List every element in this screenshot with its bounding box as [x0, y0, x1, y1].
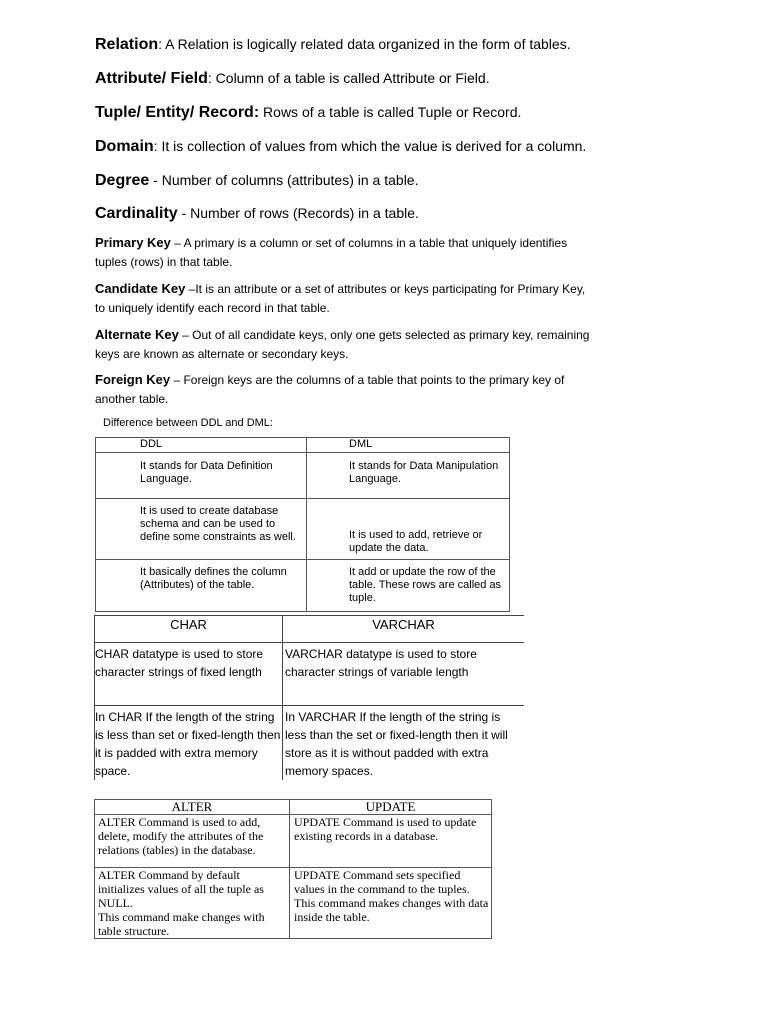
separator: - — [177, 205, 191, 221]
table-row — [95, 868, 492, 939]
separator: – — [170, 236, 184, 250]
alter-update-table — [94, 799, 492, 939]
definition-text: A Relation is logically related data organized in the form of tables. — [165, 36, 571, 52]
definition-domain — [95, 138, 586, 156]
definition-attribute — [95, 70, 490, 88]
definition-text: Number of columns (attributes) in a table. — [161, 172, 419, 188]
table-row — [96, 499, 510, 560]
table-cell: CHAR datatype is used to store character strings of fixed length — [95, 643, 283, 706]
separator: – — [178, 328, 193, 342]
table-header-row — [95, 616, 525, 643]
table-cell: It is used to create database schema and can be used to define some constraints as well. — [96, 499, 307, 560]
definition-text: It is collection of values from which the value is derived for a column. — [161, 138, 587, 154]
table-row — [95, 643, 525, 706]
definition-text: A primary is a column or set of columns in a table that uniquely identifies tuples (rows) in that table. — [95, 236, 568, 269]
term-primary-key: Primary Key — [95, 235, 171, 250]
definition-alternate-key — [95, 325, 595, 364]
table-cell: ALTER Command is used to add, delete, modify the attributes of the relations (tables) in the database. — [95, 815, 290, 868]
definition-degree — [95, 172, 418, 190]
table-cell: UPDATE Command sets specified values in the command to the tuples. This command makes changes with data inside the table. — [290, 868, 492, 939]
table-cell: It is used to add, retrieve or update the data. — [307, 499, 510, 560]
definition-relation — [95, 36, 571, 54]
term-foreign-key: Foreign Key — [95, 372, 171, 387]
table-cell: UPDATE Command is used to update existing records in a database. — [290, 815, 492, 868]
table-cell: It basically defines the column (Attributes) of the table. — [96, 560, 307, 612]
table-row — [96, 453, 510, 499]
term-cardinality: Cardinality — [95, 205, 178, 222]
table-header-row — [96, 438, 510, 453]
term-candidate-key: Candidate Key — [95, 281, 186, 296]
definition-text: It is an attribute or a set of attributes or keys participating for Primary Key, to uniquely identify each record in that table. — [95, 282, 586, 315]
table-cell: It stands for Data Definition Language. — [96, 453, 307, 499]
header-ddl: DDL — [96, 438, 307, 453]
definition-cardinality — [95, 205, 419, 223]
term-tuple: Tuple/ Entity/ Record: — [95, 104, 260, 121]
definition-foreign-key — [95, 370, 595, 409]
term-relation: Relation — [95, 36, 159, 53]
header-varchar: VARCHAR — [283, 616, 525, 643]
separator: : — [158, 36, 166, 52]
table-cell: In VARCHAR If the length of the string is less than the set or fixed-length then it will store as it is without padded with extra memory spaces. — [283, 706, 525, 781]
table-cell: ALTER Command by default initializes values of all the tuple as NULL. This command make changes with table structure. — [95, 868, 290, 939]
definition-tuple — [95, 104, 521, 122]
separator: - — [149, 172, 162, 188]
table-row — [96, 560, 510, 612]
header-update: UPDATE — [290, 800, 492, 815]
definition-text: Rows of a table is called Tuple or Record. — [263, 104, 522, 120]
term-alternate-key: Alternate Key — [95, 327, 179, 342]
ddl-dml-table — [95, 437, 510, 612]
ddl-dml-caption: Difference between DDL and DML: — [103, 417, 273, 429]
definition-text: Out of all candidate keys, only one gets selected as primary key, remaining keys are known as alternate or secondary keys. — [95, 328, 590, 361]
definition-text: Column of a table is called Attribute or Field. — [215, 70, 490, 86]
term-degree: Degree — [95, 172, 150, 189]
definition-text: Number of rows (Records) in a table. — [190, 205, 419, 221]
definition-candidate-key — [95, 279, 595, 318]
separator: : — [153, 138, 162, 154]
table-header-row — [95, 800, 492, 815]
table-cell: It add or update the row of the table. These rows are called as tuple. — [307, 560, 510, 612]
separator: : — [207, 70, 216, 86]
term-attribute: Attribute/ Field — [95, 70, 208, 87]
table-cell: VARCHAR datatype is used to store character strings of variable length — [285, 647, 477, 679]
header-alter: ALTER — [95, 800, 290, 815]
header-char: CHAR — [95, 616, 283, 643]
table-cell: In CHAR If the length of the string is less than set or fixed-length then it is padded with extra memory space. — [95, 706, 283, 781]
separator: – — [185, 282, 196, 296]
table-cell: It stands for Data Manipulation Language. — [307, 453, 510, 499]
table-row — [95, 815, 492, 868]
table-row — [95, 706, 525, 781]
definition-text: Foreign keys are the columns of a table that points to the primary key of another table. — [95, 373, 565, 406]
header-dml: DML — [307, 438, 510, 453]
separator: – — [170, 373, 184, 387]
term-domain: Domain — [95, 138, 154, 155]
char-varchar-table — [94, 615, 524, 780]
definition-primary-key — [95, 233, 595, 272]
